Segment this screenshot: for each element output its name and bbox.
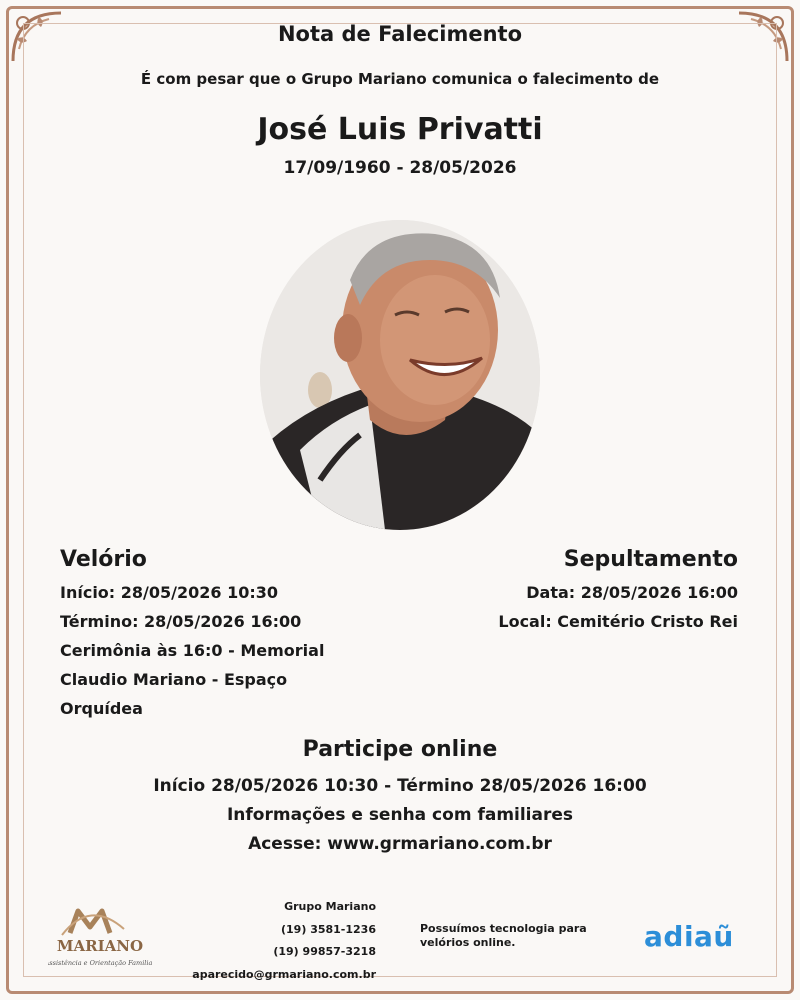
online-heading: Participe online: [302, 737, 498, 762]
velorio-ceremony-line-1: Cerimônia às 16:0 - Memorial: [60, 641, 325, 660]
online-info: Informações e senha com familiares: [226, 805, 574, 825]
online-access-link[interactable]: Acesse: www.grmariano.com.br: [248, 834, 552, 854]
mariano-logo-text: MARIANO: [56, 937, 144, 955]
mariano-logo-subtitle: Assistência e Orientação Familiar: [48, 959, 152, 967]
sepultamento-location: Local: Cemitério Cristo Rei: [498, 612, 738, 631]
mariano-logo: [48, 905, 152, 971]
velorio-section: [60, 547, 360, 723]
company-name: Grupo Mariano: [284, 900, 376, 913]
velorio-end: Término: 28/05/2026 16:00: [60, 612, 302, 631]
contact-email[interactable]: aparecido@grmariano.com.br: [192, 967, 376, 981]
sepultamento-section: [398, 547, 738, 636]
phone-2[interactable]: (19) 99857-3218: [273, 945, 376, 958]
life-dates: 17/09/1960 - 28/05/2026: [283, 158, 517, 178]
deceased-name: José Luis Privatti: [257, 112, 543, 147]
sepultamento-date: Data: 28/05/2026 16:00: [526, 583, 738, 602]
page-title: Nota de Falecimento: [277, 22, 523, 46]
intro-text: É com pesar que o Grupo Mariano comunica o falecimento de: [140, 70, 660, 88]
deceased-photo: [260, 220, 540, 530]
contact-block: [180, 896, 376, 986]
online-period: Início 28/05/2026 10:30 - Término 28/05/2026 16:00: [153, 776, 647, 796]
phone-1[interactable]: (19) 3581-1236: [281, 922, 376, 936]
sepultamento-heading: Sepultamento: [563, 547, 738, 572]
velorio-ceremony-line-2: Claudio Mariano - Espaço: [60, 670, 288, 689]
adiau-logo: adiaũ: [644, 920, 734, 953]
velorio-start: Início: 28/05/2026 10:30: [60, 583, 279, 602]
velorio-heading: Velório: [60, 547, 147, 572]
velorio-ceremony-line-3: Orquídea: [60, 699, 143, 718]
tech-note: Possuímos tecnologia para velórios online.: [420, 922, 587, 949]
